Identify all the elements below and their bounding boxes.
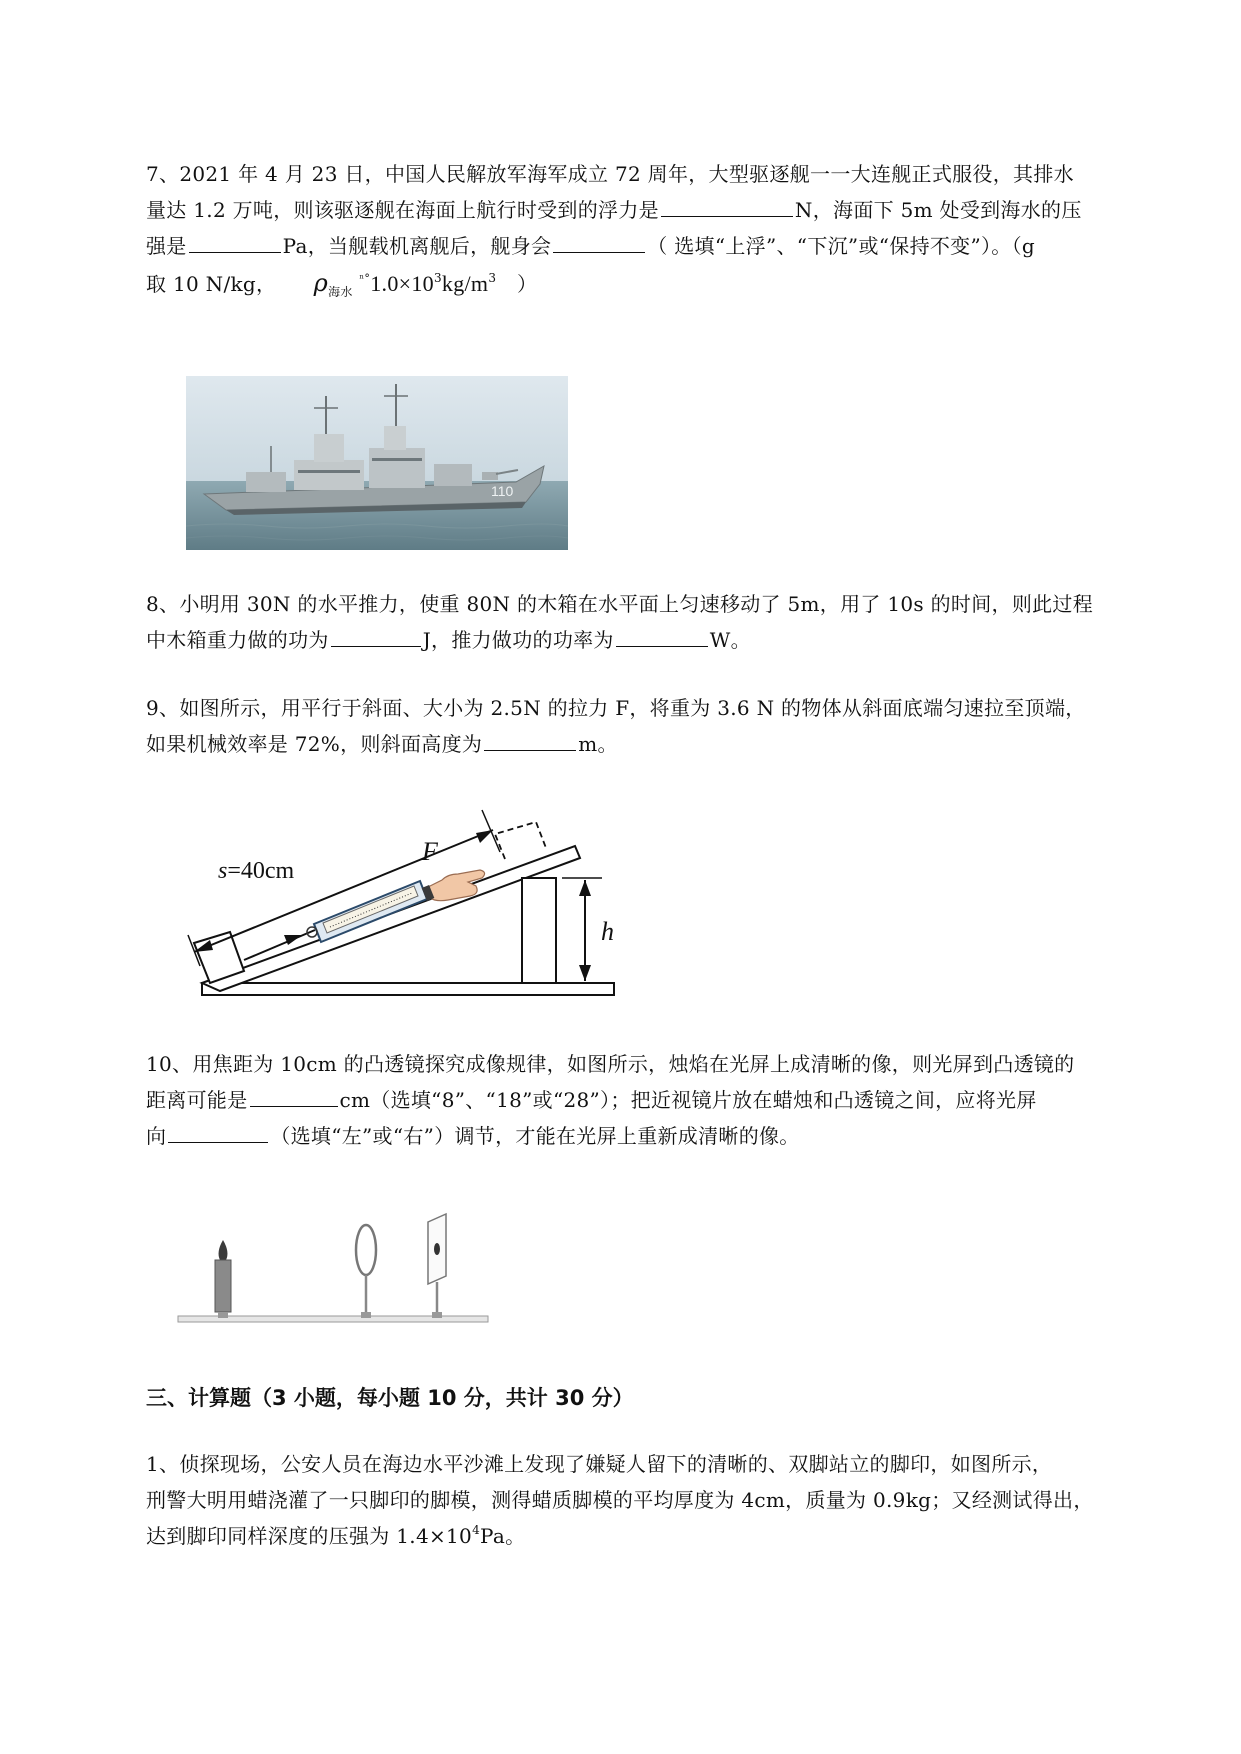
q7-float-sink-blank[interactable] bbox=[553, 232, 645, 253]
q7-density-unit: kg/m bbox=[441, 271, 489, 296]
q8-gravity-work-blank[interactable] bbox=[331, 626, 421, 647]
q7-unit-exponent: 3 bbox=[488, 271, 497, 285]
c1-line-3-text-b: Pa。 bbox=[480, 1524, 526, 1548]
optical-bench-figure bbox=[176, 1212, 496, 1332]
q7-line-3-text-b: Pa，当舰载机离舰后，舰身会 bbox=[282, 234, 552, 258]
q7-density-exponent: 3 bbox=[433, 271, 442, 285]
candle-icon bbox=[215, 1240, 231, 1318]
q7-close-paren: ） bbox=[516, 272, 538, 296]
q8-line-2 bbox=[146, 624, 751, 653]
destroyer-illustration bbox=[186, 376, 568, 550]
q7-equal-mark: ⁿ° bbox=[359, 272, 371, 285]
block-top-dashed bbox=[495, 822, 546, 859]
q9-line-2 bbox=[146, 728, 618, 757]
c1-line-1: 1、侦探现场，公安人员在海边水平沙滩上发现了嫌疑人留下的清晰的、双脚站立的脚印，如图所示， bbox=[146, 1452, 1053, 1476]
inclined-plane-diagram bbox=[180, 800, 650, 1010]
q7-line-3-text-c: （ 选填“上浮”、“下沉”或“保持不变”）。（g bbox=[647, 234, 1036, 258]
q10-line-2-text-b: cm（选填“8”、“18”或“28”）；把近视镜片放在蜡烛和凸透镜之间，应将光屏 bbox=[339, 1088, 1037, 1112]
light-screen-icon bbox=[428, 1214, 446, 1318]
q8-line-2-text-c: W。 bbox=[709, 628, 751, 652]
q10-line-2 bbox=[146, 1084, 1037, 1113]
q9-height-blank[interactable] bbox=[484, 730, 576, 751]
q7-line-1: 7、2021 年 4 月 23 日，中国人民解放军海军成立 72 周年，大型驱逐舰一一大连舰正式服役，其排水 bbox=[146, 162, 1074, 186]
q10-line-3-text-b: （选填“左”或“右”）调节，才能在光屏上重新成清晰的像。 bbox=[270, 1124, 800, 1148]
q10-line-3 bbox=[146, 1120, 800, 1149]
q7-rho-symbol: ρ bbox=[313, 269, 329, 297]
base-board bbox=[202, 983, 614, 995]
q10-line-3-text-a: 向 bbox=[146, 1124, 167, 1148]
q7-line-2-text-b: N，海面下 5m 处受到海水的压 bbox=[794, 198, 1082, 222]
destroyer-photo bbox=[186, 376, 568, 550]
optical-bench-diagram bbox=[176, 1212, 496, 1332]
q7-line-3-text-a: 强是 bbox=[146, 234, 187, 258]
section-3-heading: 三、计算题（3 小题，每小题 10 分，共计 30 分） bbox=[146, 1386, 634, 1410]
q10-direction-blank[interactable] bbox=[168, 1122, 268, 1143]
convex-lens-icon bbox=[356, 1225, 376, 1318]
q7-line-4 bbox=[146, 268, 537, 300]
q7-pressure-blank[interactable] bbox=[189, 232, 281, 253]
q9-line-2-text-a: 如果机械效率是 72%，则斜面高度为 bbox=[146, 732, 483, 756]
q7-line-2-text-a: 量达 1.2 万吨，则该驱逐舰在海面上航行时受到的浮力是 bbox=[146, 198, 659, 222]
inclined-plane-figure bbox=[180, 800, 650, 1010]
q7-line-2 bbox=[146, 194, 1082, 223]
c1-line-2: 刑警大明用蜡浇灌了一只脚印的脚模，测得蜡质脚模的平均厚度为 4cm，质量为 0.9kg；又经测试得出， bbox=[146, 1488, 1094, 1512]
q9-line-1: 9、如图所示，用平行于斜面、大小为 2.5N 的拉力 F，将重为 3.6 N 的物体从斜面底端匀速拉至顶端， bbox=[146, 696, 1086, 720]
q8-line-2-text-b: J，推力做功的功率为 bbox=[422, 628, 614, 652]
force-label: F bbox=[422, 837, 438, 866]
distance-label: s=40cm bbox=[218, 858, 295, 884]
c1-line-3 bbox=[146, 1520, 525, 1549]
q8-power-blank[interactable] bbox=[616, 626, 708, 647]
q10-line-2-text-a: 距离可能是 bbox=[146, 1088, 248, 1112]
q7-density-value: 1.0×10 bbox=[370, 271, 434, 296]
q8-line-1: 8、小明用 30N 的水平推力，使重 80N 的木箱在水平面上匀速移动了 5m，用了 10s 的时间，则此过程 bbox=[146, 592, 1094, 616]
c1-line-3-text-a: 达到脚印同样深度的压强为 1.4×10 bbox=[146, 1524, 473, 1548]
q7-line-3 bbox=[146, 230, 1035, 259]
height-label: h bbox=[601, 917, 614, 946]
q9-line-2-text-b: m。 bbox=[578, 732, 618, 756]
support-post bbox=[522, 878, 556, 983]
q7-rho-subscript: 海水 bbox=[328, 285, 353, 299]
c1-exponent: 4 bbox=[472, 1523, 481, 1537]
q8-line-2-text-a: 中木箱重力做的功为 bbox=[146, 628, 329, 652]
ship-hull-number: 110 bbox=[491, 483, 514, 499]
q7-line-4-text: 取 10 N/kg， bbox=[146, 272, 277, 296]
q10-line-1: 10、用焦距为 10cm 的凸透镜探究成像规律，如图所示，烛焰在光屏上成清晰的像，则光屏到凸透镜的 bbox=[146, 1052, 1075, 1076]
q7-buoyancy-blank[interactable] bbox=[661, 196, 793, 217]
q10-distance-blank[interactable] bbox=[250, 1086, 338, 1107]
